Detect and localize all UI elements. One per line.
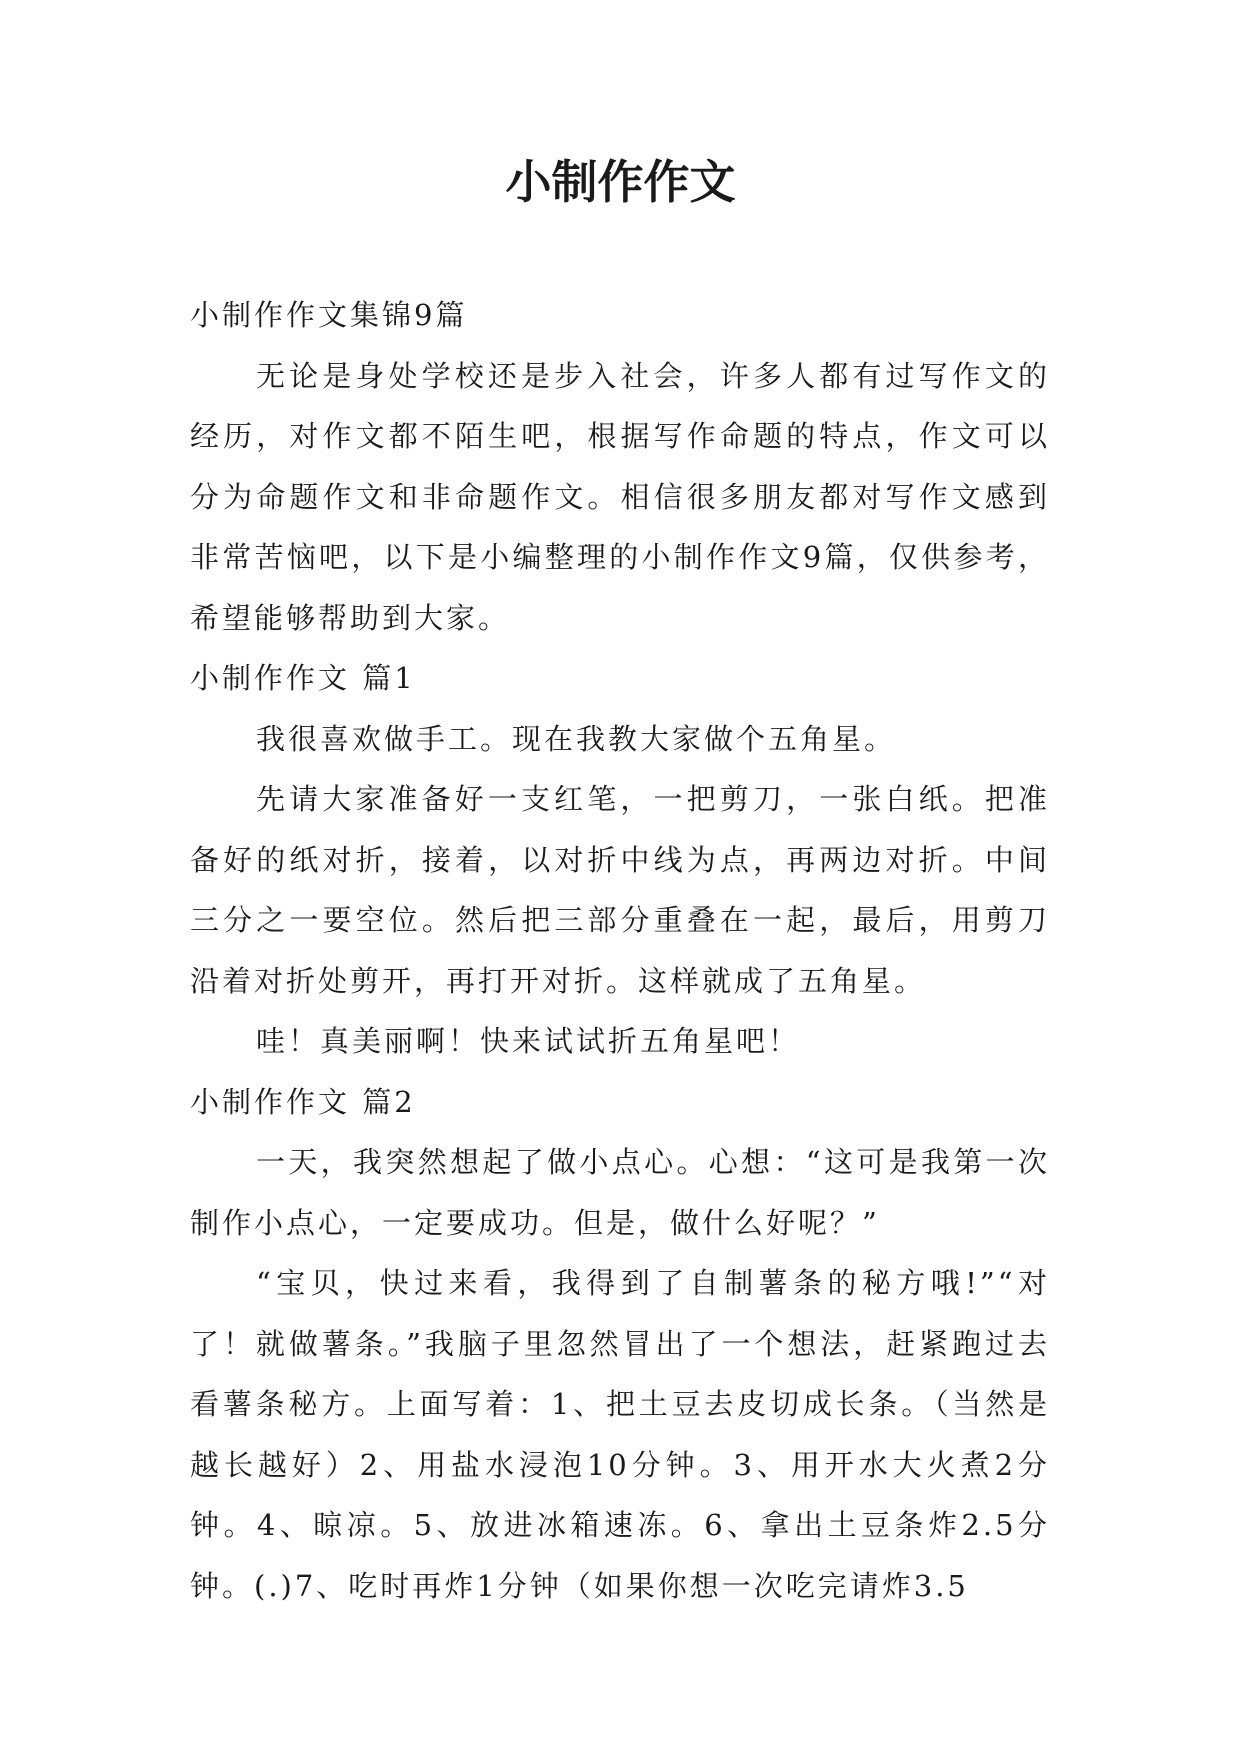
section-paragraph: “宝贝，快过来看，我得到了自制薯条的秘方哦!”“对了！就做薯条。”我脑子里忽然冒出了一个想法，赶紧跑过去看薯条秘方。上面写着：1、把土豆去皮切成长条。（当然是越长越好）2、用盐水浸泡10分钟。3、用开水大火煮2分钟。4、晾凉。5、放进冰箱速冻。6、拿出土豆条炸2.5分钟。(.)7、吃时再炸1分钟（如果你想一次吃完请炸3.5 (190, 1266, 1050, 1603)
section-heading: 小制作作文 篇1 (190, 661, 416, 695)
section-paragraph: 先请大家准备好一支红笔，一把剪刀，一张白纸。把准备好的纸对折，接着，以对折中线为点，再两边对折。中间三分之一要空位。然后把三部分重叠在一起，最后，用剪刀沿着对折处剪开，再打开对折。这样就成了五角星。 (190, 782, 1050, 998)
section-paragraph: 我很喜欢做手工。现在我教大家做个五角星。 (256, 721, 897, 756)
intro-paragraph: 无论是身处学校还是步入社会，许多人都有过写作文的经历，对作文都不陌生吧，根据写作命题的特点，作文可以分为命题作文和非命题作文。相信很多朋友都对写作文感到非常苦恼吧，以下是小编整理的小制作作文9篇，仅供参考，希望能够帮助到大家。 (190, 358, 1050, 635)
document-title: 小制作作文 (505, 155, 736, 209)
section-paragraph: 一天，我突然想起了做小点心。心想：“这可是我第一次制作小点心，一定要成功。但是，做什么好呢？” (190, 1145, 1050, 1240)
document-body (190, 285, 1050, 1616)
section-heading: 小制作作文 篇2 (190, 1084, 416, 1119)
collection-subtitle: 小制作作文集锦9篇 (190, 298, 468, 332)
section-paragraph: 哇！真美丽啊！快来试试折五角星吧！ (256, 1024, 801, 1058)
